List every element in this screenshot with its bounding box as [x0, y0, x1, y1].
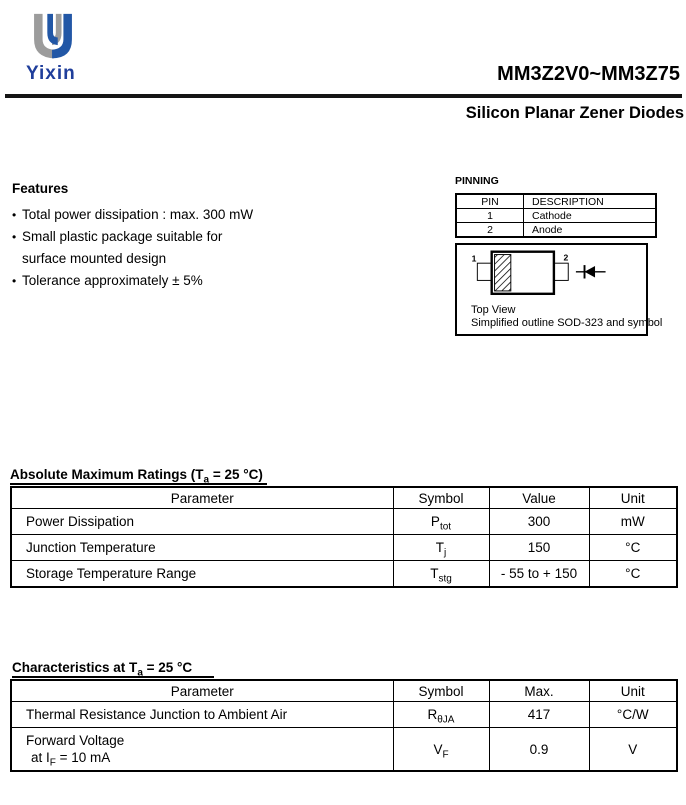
subscript-text: F — [49, 757, 56, 769]
subscript-text: tot — [439, 521, 452, 533]
symbol-cell — [393, 728, 489, 772]
header-rule — [5, 94, 682, 98]
characteristics-table — [10, 679, 678, 772]
feature-line: Tolerance approximately ± 5% — [22, 273, 203, 288]
brand-logo-u-icon — [28, 11, 78, 64]
parameter-line — [26, 565, 389, 582]
table-row — [11, 702, 677, 728]
symbol-cell — [393, 509, 489, 535]
text-segment: Junction Temperature — [26, 540, 156, 555]
feature-item — [12, 226, 372, 270]
feature-item — [12, 204, 372, 226]
subscript-text: a — [203, 474, 210, 486]
subscript-text: stg — [438, 573, 452, 585]
value-cell: - 55 to + 150 — [489, 561, 589, 588]
parameter-cell — [11, 702, 393, 728]
bullet-glyph: • — [12, 274, 17, 288]
column-header-symbol: Symbol — [393, 680, 489, 702]
parameter-line — [26, 539, 389, 556]
pinning-column-description: DESCRIPTION — [524, 194, 657, 209]
text-segment: = 25 °C) — [209, 467, 263, 482]
feature-line: surface mounted design — [22, 251, 167, 266]
value-cell: 0.9 — [489, 728, 589, 772]
package-caption-outline: Simplified outline SOD-323 and symbol — [471, 317, 663, 329]
table-row — [11, 728, 677, 772]
text-segment: T — [430, 566, 439, 581]
text-segment: at I — [31, 750, 50, 765]
bullet-glyph: • — [12, 208, 17, 222]
unit-cell: mW — [589, 509, 677, 535]
unit-cell: V — [589, 728, 677, 772]
unit-cell: °C — [589, 535, 677, 561]
text-segment: R — [427, 707, 438, 722]
column-header-parameter: Parameter — [11, 487, 393, 509]
characteristics-heading — [12, 660, 214, 678]
feature-text — [22, 270, 372, 292]
column-header-symbol: Symbol — [393, 487, 489, 509]
column-header-value: Value — [489, 487, 589, 509]
cathode-band — [495, 255, 511, 291]
abs-max-table — [10, 486, 678, 588]
pinning-row — [456, 209, 656, 223]
text-segment: = 10 mA — [55, 750, 111, 765]
feature-line: Small plastic package suitable for — [22, 229, 223, 244]
pin-description-cell: Cathode — [524, 209, 657, 223]
value-cell: 150 — [489, 535, 589, 561]
text-segment: = 25 °C — [142, 660, 193, 675]
text-segment: T — [435, 540, 444, 555]
abs-max-heading — [10, 467, 267, 485]
symbol-cell — [393, 561, 489, 588]
feature-item — [12, 270, 372, 292]
feature-text — [22, 226, 372, 270]
features-heading: Features — [12, 181, 69, 196]
parameter-cell — [11, 535, 393, 561]
symbol-cell — [393, 702, 489, 728]
table-row — [11, 561, 677, 588]
text-segment: Thermal Resistance Junction to Ambient Air — [26, 707, 288, 722]
package-caption-top-view: Top View — [471, 304, 516, 316]
pinning-column-pin: PIN — [456, 194, 524, 209]
pin1-label: 1 — [471, 253, 477, 264]
parameter-cell — [11, 561, 393, 588]
parameter-line — [26, 513, 389, 530]
feature-text — [22, 204, 372, 226]
value-cell: 300 — [489, 509, 589, 535]
text-segment: P — [430, 514, 440, 529]
subtitle: Silicon Planar Zener Diodes — [465, 104, 684, 122]
pinning-table — [455, 193, 657, 238]
column-header-max: Max. — [489, 680, 589, 702]
feature-line: Total power dissipation : max. 300 mW — [22, 207, 254, 222]
pin-number-cell: 1 — [456, 209, 524, 223]
subscript-text: F — [442, 749, 449, 761]
brand-name: Yixin — [26, 63, 76, 84]
package-diagram-box — [455, 243, 663, 336]
text-segment: Characteristics at T — [12, 660, 138, 675]
parameter-cell — [11, 728, 393, 772]
value-cell: 417 — [489, 702, 589, 728]
symbol-cell — [393, 535, 489, 561]
text-segment: V — [433, 741, 443, 757]
parameter-line — [26, 732, 389, 749]
features-list — [12, 204, 372, 292]
table-row — [11, 509, 677, 535]
unit-cell: °C — [589, 561, 677, 588]
pin-description-cell: Anode — [524, 223, 657, 238]
features-section — [12, 182, 372, 292]
pinning-row — [456, 223, 656, 238]
pin2-label: 2 — [563, 252, 569, 263]
unit-cell: °C/W — [589, 702, 677, 728]
text-segment: Absolute Maximum Ratings (T — [10, 467, 204, 482]
pin-number-cell: 2 — [456, 223, 524, 238]
table-row — [11, 535, 677, 561]
parameter-line — [31, 749, 389, 769]
column-header-unit: Unit — [589, 487, 677, 509]
subscript-text: θJA — [437, 714, 455, 726]
bullet-glyph: • — [12, 230, 17, 244]
zener-diode-symbol-icon — [576, 265, 606, 278]
logo-outer-right-stroke — [52, 14, 72, 58]
parameter-cell — [11, 509, 393, 535]
pinning-heading: PINNING — [455, 175, 499, 187]
subscript-text: j — [444, 547, 447, 559]
part-number-title: MM3Z2V0~MM3Z75 — [497, 63, 680, 85]
parameter-line — [26, 706, 389, 723]
column-header-parameter: Parameter — [11, 680, 393, 702]
column-header-unit: Unit — [589, 680, 677, 702]
text-segment: Forward Voltage — [26, 733, 125, 748]
text-segment: Storage Temperature Range — [26, 566, 197, 581]
subscript-text: a — [137, 667, 143, 679]
text-segment: Power Dissipation — [26, 514, 135, 529]
pinning-section — [455, 175, 657, 238]
